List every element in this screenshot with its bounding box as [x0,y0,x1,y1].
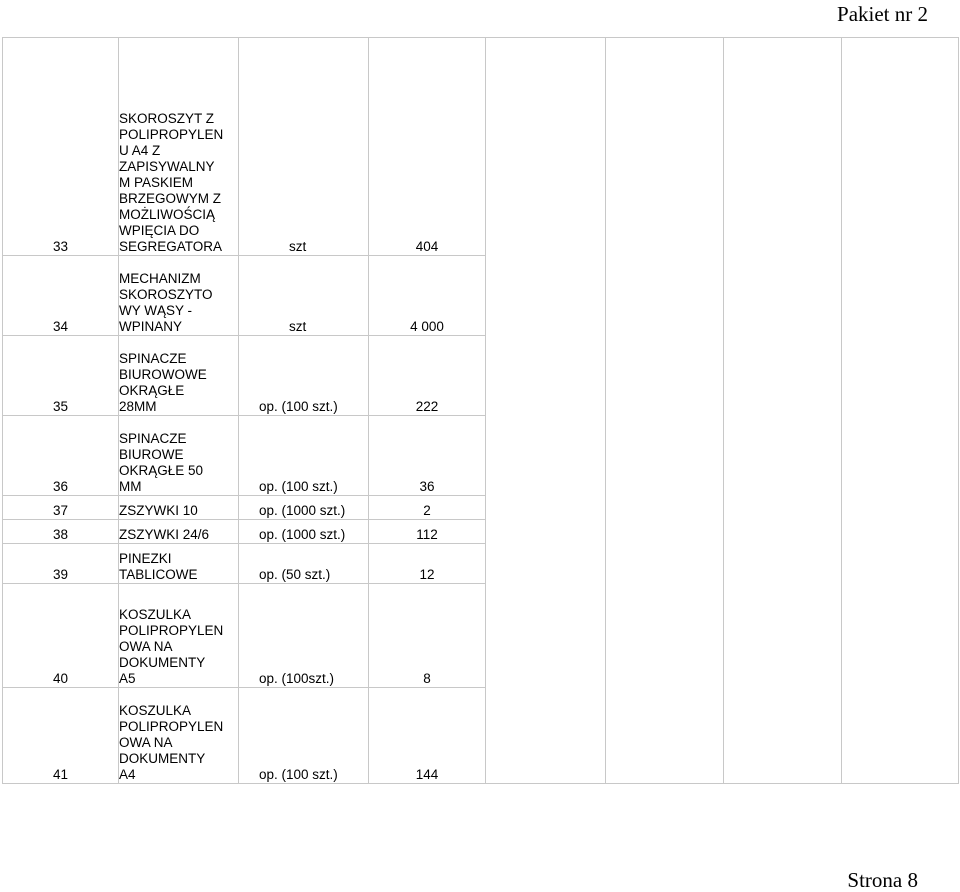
row-unit [239,584,369,688]
row-unit-text: szt [289,319,307,334]
row-qty: 2 [369,496,486,520]
row-lp: 41 [3,688,119,784]
row-name: KOSZULKA POLIPROPYLEN OWA NA DOKUMENTY A4 [119,688,239,784]
row-qty: 112 [369,520,486,544]
row-name: PINEZKI TABLICOWE [119,544,239,584]
row-lp: 36 [3,416,119,496]
page-header-title: Pakiet nr 2 [837,2,928,26]
row-lp: 40 [3,584,119,688]
row-name: SPINACZE BIUROWOWE OKRĄGŁE 28MM [119,336,239,416]
items-table [2,37,959,784]
row-unit-text: op. (1000 szt.) [259,503,346,518]
page-footer-number: Strona 8 [847,868,918,892]
row-name: ZSZYWKI 24/6 [119,520,239,544]
row-qty: 4 000 [369,256,486,336]
row-unit [239,336,369,416]
row-unit [239,520,369,544]
row-unit [239,496,369,520]
row-unit [239,416,369,496]
row-qty: 222 [369,336,486,416]
row-qty: 36 [369,416,486,496]
row-unit-text: op. (1000 szt.) [259,527,346,542]
row-qty: 144 [369,688,486,784]
row-unit-text: op. (100 szt.) [259,479,338,494]
row-unit [239,688,369,784]
row-unit-text: szt [289,239,307,254]
row-qty: 8 [369,584,486,688]
row-name: ZSZYWKI 10 [119,496,239,520]
row-unit-text: op. (100 szt.) [259,767,338,782]
row-name: SPINACZE BIUROWE OKRĄGŁE 50 MM [119,416,239,496]
row-unit [239,256,369,336]
row-lp: 38 [3,520,119,544]
row-unit-text: op. (100szt.) [259,671,335,686]
row-unit [239,544,369,584]
row-name: SKOROSZYT Z POLIPROPYLEN U A4 Z ZAPISYWALNY M PASKIEM BRZEGOWYM Z MOŻLIWOŚCIĄ WPIĘCIA DO SEGREGATORA [119,40,239,256]
row-qty: 404 [369,40,486,256]
row-name: KOSZULKA POLIPROPYLEN OWA NA DOKUMENTY A5 [119,584,239,688]
row-lp: 37 [3,496,119,520]
row-qty: 12 [369,544,486,584]
row-unit [239,40,369,256]
row-lp: 35 [3,336,119,416]
row-lp: 34 [3,256,119,336]
row-name: MECHANIZM SKOROSZYTO WY WĄSY - WPINANY [119,256,239,336]
row-lp: 39 [3,544,119,584]
row-unit-text: op. (100 szt.) [259,399,338,414]
row-lp: 33 [3,40,119,256]
row-unit-text: op. (50 szt.) [259,567,331,582]
